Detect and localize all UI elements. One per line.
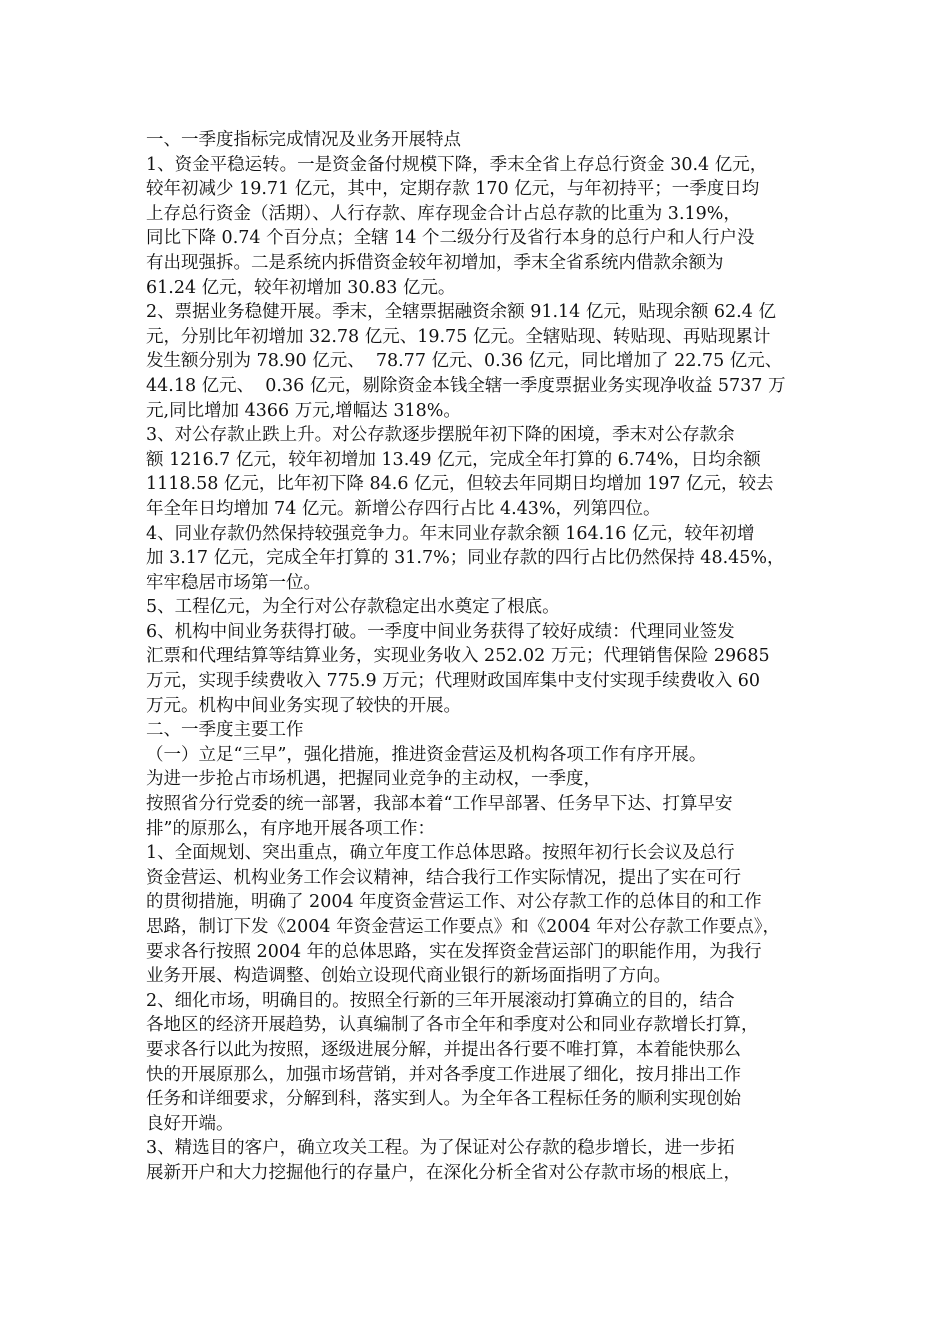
document-line: 的贯彻措施，明确了 2004 年度资金营运工作、对公存款工作的总体目的和工作: [146, 892, 762, 913]
document-line: 较年初减少 19.71 亿元，其中，定期存款 170 亿元，与年初持平；一季度日均: [146, 179, 760, 200]
document-line: 加 3.17 亿元，完成全年打算的 31.7%；同业存款的四行占比仍然保持 48.45%，: [146, 548, 785, 569]
document-line: （一）立足“三早”，强化措施，推进资金营运及机构各项工作有序开展。: [146, 744, 707, 765]
document-line: 排”的原那么，有序地开展各项工作：: [146, 818, 435, 839]
document-line: 2、票据业务稳健开展。季末，全辖票据融资余额 91.14 亿元，贴现余额 62.4 亿: [146, 302, 776, 323]
document-line: 1、全面规划、突出重点，确立年度工作总体思路。按照年初行长会议及总行: [146, 843, 735, 864]
document-line: 4、同业存款仍然保持较强竞争力。年末同业存款余额 164.16 亿元，较年初增: [146, 523, 755, 544]
document-line: 一、一季度指标完成情况及业务开展特点: [146, 130, 461, 150]
document-body: [146, 128, 822, 1186]
document-line: 万元，实现手续费收入 775.9 万元；代理财政国库集中支付实现手续费收入 60: [146, 671, 761, 692]
document-line: 2、细化市场，明确目的。按照全行新的三年开展滚动打算确立的目的，结合: [146, 990, 735, 1011]
document-line: 要求各行以此为按照，逐级进展分解，并提出各行要不唯打算，本着能快那么: [146, 1039, 741, 1060]
document-line: 1118.58 亿元，比年初下降 84.6 亿元，但较去年同期日均增加 197 亿元，较去: [146, 474, 774, 495]
document-line: 年全年日均增加 74 亿元。新增公存四行占比 4.43%，列第四位。: [146, 498, 661, 519]
document-line: 资金营运、机构业务工作会议精神，结合我行工作实际情况，提出了实在可行: [146, 867, 741, 888]
document-line: 3、对公存款止跌上升。对公存款逐步摆脱年初下降的困境，季末对公存款余: [146, 425, 735, 446]
document-line: 要求各行按照 2004 年的总体思路，实在发挥资金营运部门的职能作用，为我行: [146, 941, 762, 962]
document-line: 44.18 亿元、 0.36 亿元，剔除资金本钱全辖一季度票据业务实现净收益 5737 万: [146, 375, 786, 396]
document-line: 元,同比增加 4366 万元,增幅达 318%。: [146, 400, 461, 421]
document-line: 为进一步抢占市场机遇，把握同业竞争的主动权，一季度，: [146, 769, 601, 790]
document-line: 良好开端。: [146, 1113, 234, 1134]
document-line: 1、资金平稳运转。一是资金备付规模下降，季末全省上存总行资金 30.4 亿元，: [146, 154, 768, 175]
document-line: 快的开展原那么，加强市场营销，并对各季度工作进展了细化，按月排出工作: [146, 1064, 741, 1085]
document-line: 发生额分别为 78.90 亿元、 78.77 亿元、0.36 亿元，同比增加了 22.75 亿元、: [146, 351, 783, 372]
document-line: 按照省分行党委的统一部署，我部本着“工作早部署、任务早下达、打算早安: [146, 794, 733, 815]
document-line: 上存总行资金（活期）、人行存款、库存现金合计占总存款的比重为 3.19%，: [146, 203, 741, 224]
document-line: 3、精选目的客户，确立攻关工程。为了保证对公存款的稳步增长，进一步拓: [146, 1138, 735, 1159]
document-line: 展新开户和大力挖掘他行的存量户，在深化分析全省对公存款市场的根底上，: [146, 1162, 741, 1183]
document-line: 业务开展、构造调整、创始立设现代商业银行的新场面指明了方向。: [146, 966, 671, 987]
document-line: 额 1216.7 亿元，较年初增加 13.49 亿元，完成全年打算的 6.74%，日均余额: [146, 449, 761, 470]
document-line: 元，分别比年初增加 32.78 亿元、19.75 亿元。全辖贴现、转贴现、再贴现累计: [146, 326, 771, 347]
document-line: 牢牢稳居市场第一位。: [146, 572, 321, 593]
document-line: 61.24 亿元，较年初增加 30.83 亿元。: [146, 277, 456, 298]
document-line: 6、机构中间业务获得打破。一季度中间业务获得了较好成绩：代理同业签发: [146, 621, 735, 642]
document-line: 汇票和代理结算等结算业务，实现业务收入 252.02 万元；代理销售保险 29685: [146, 646, 770, 667]
document-line: 二、一季度主要工作: [146, 720, 304, 741]
document-line: 思路，制订下发《2004 年资金营运工作要点》和《2004 年对公存款工作要点》，: [146, 917, 780, 937]
document-line: 有出现强拆。二是系统内拆借资金较年初增加，季末全省系统内借款余额为: [146, 252, 724, 273]
document-line: 各地区的经济开展趋势，认真编制了各市全年和季度对公和同业存款增长打算，: [146, 1015, 759, 1036]
document-line: 同比下降 0.74 个百分点；全辖 14 个二级分行及省行本身的总行户和人行户没: [146, 228, 755, 249]
document-line: 万元。机构中间业务实现了较快的开展。: [146, 695, 461, 716]
document-line: 5、工程亿元，为全行对公存款稳定出水奠定了根底。: [146, 597, 560, 618]
document-line: 任务和详细要求，分解到科，落实到人。为全年各工程标任务的顺利实现创始: [146, 1089, 741, 1110]
